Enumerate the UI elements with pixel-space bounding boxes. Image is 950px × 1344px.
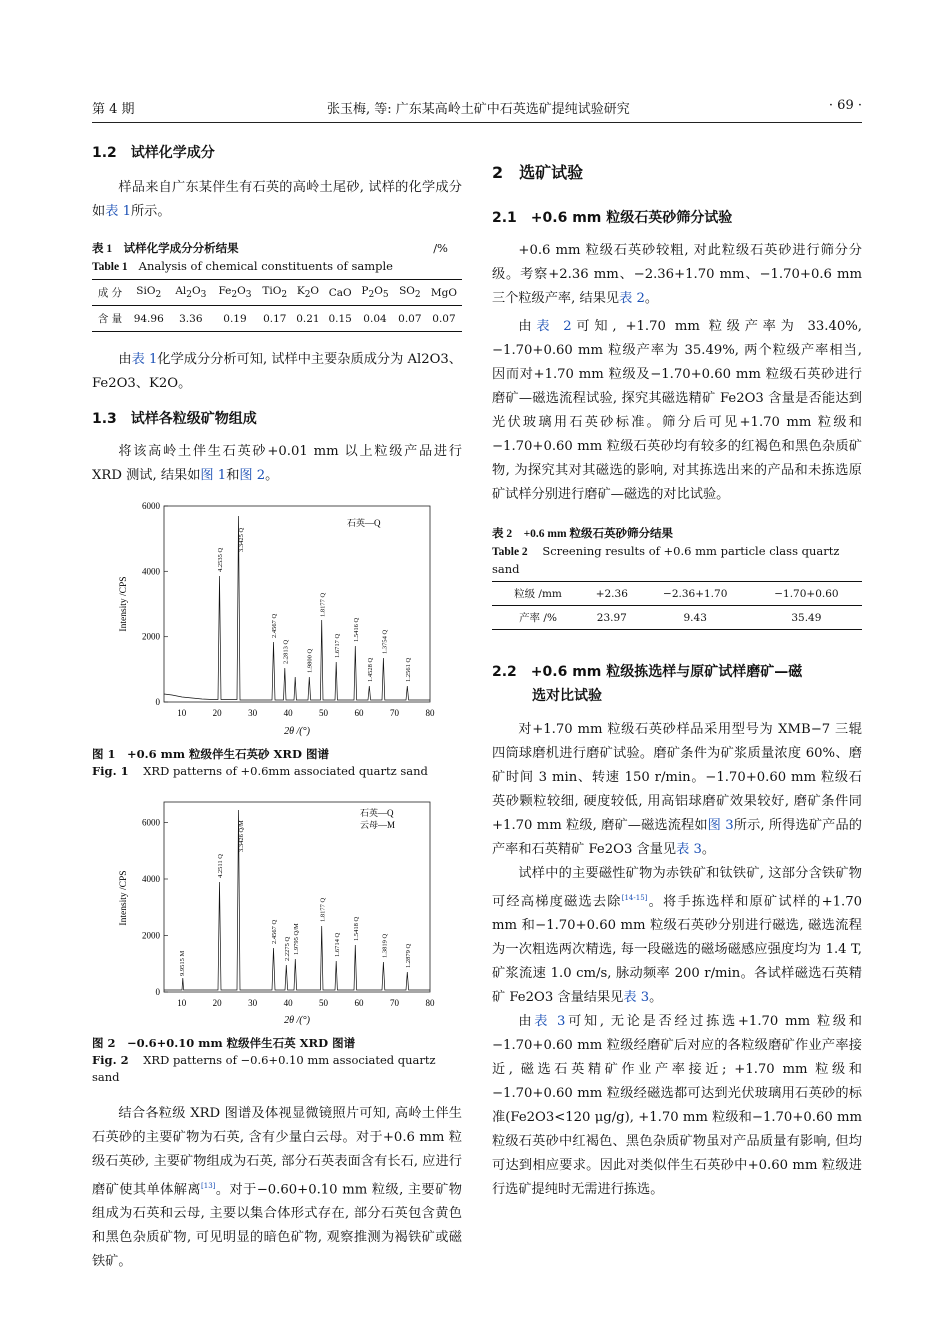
figure-2-xrd-trace [164,810,430,990]
figure-2-x-tick-label: 50 [319,998,328,1008]
section-heading-1-2: 1.2 试样化学成分 [92,145,215,161]
figure-2-x-tick-label: 80 [425,998,435,1008]
figure-1-peak-label: 1.5416 Q [353,617,360,642]
figure-1-peak-label: 1.4528 Q [367,657,374,682]
ref-table-2[interactable]: 表 2 [536,319,572,334]
figure-1-y-tick-label: 4000 [142,566,160,577]
table-2 [492,525,862,630]
para-xrd-discussion: 结合各粒级 XRD 图谱及体视显微镜照片可知, 高岭土伴生石英砂的主要矿物为石英, 含有少量白云母。对于+0.6 mm 粒级石英砂, 主要矿物组成为石英, 部分石英表面含有长石, 应进行磨矿使其单体解离[13]。对于−0.60+0.10 mm 粒级, 主要矿物组成为石英和云母, 主要以集合体形式存在, 部分石英包含黄色和黑色杂质矿物, 可见明显的暗色矿物, 观察推测为褐铁矿或磁铁矿。 [92,1106,462,1270]
citation-14-15[interactable]: [14-15] [621,894,648,902]
table-1-value-cell: 0.19 [223,312,247,325]
section-heading-2-2: 2.2 +0.6 mm 粒级拣选样与原矿试样磨矿—磁 选对比试验 [492,664,803,704]
table-2-value-cell: 9.43 [683,611,707,624]
figure-2-peak-label: 1.2879 Q [405,943,412,968]
table-1-unit: /% [433,241,448,255]
table-2-caption-en: Table 2 Screening results of +0.6 mm particle class quartz sand [492,544,840,576]
table-1-header-cell: MgO [430,286,458,299]
figure-1-x-ticks [177,708,435,718]
table-1-header-cell: $SO_2$ [399,284,421,301]
para-screening: +0.6 mm 粒级石英砂较粗, 对此粒级石英砂进行筛分分级。考察+2.36 mm、−2.36+1.70 mm、−1.70+0.6 mm 三个粒级产率, 结果见表 2。 [492,243,862,306]
para-conclusion: 由表 3可知, 无论是否经过拣选+1.70 mm 粒级和−1.70+0.60 mm 粒级经磨矿后对应的各粒级磨矿作业产率接近, 磁选石英精矿作业产率接近; +1.70 mm 粒级和−1.70+0.60 mm 粒级经磁选都可达到光伏玻璃用石英砂的标准(Fe2O3<120 μg/g), +1.70 mm 粒级和−1.70+0.60 mm 粒级石英砂中红褐色、黑色杂质矿物虽对产品质量有影响, 但均可达到相应要求。因此对类似伴生石英砂中+0.60 mm 粒级进行选矿提纯时无需进行拣选。 [492,1014,862,1198]
figure-1-peak-label: 2.4567 Q [271,613,278,638]
table-2-header-cell: +2.36 [595,587,628,600]
figure-1-y-axis-label: Intensity /CPS [119,576,129,632]
figure-1-y-tick-label: 6000 [142,501,160,511]
table-1-header-cell: SiO$_2$ [136,284,162,301]
figure-1-x-tick-label: 40 [283,708,293,718]
figure-2-caption-cn: 图 2 −0.6+0.10 mm 粒级伴生石英 XRD 图谱 [92,1036,356,1050]
ref-table-3[interactable]: 表 3 [534,1014,566,1030]
figure-2-caption-en: Fig. 2 XRD patterns of −0.6+0.10 mm associated quartz sand [92,1053,436,1084]
figure-1-caption-cn: 图 1 +0.6 mm 粒级伴生石英砂 XRD 图谱 [92,747,329,761]
figure-1-x-tick-label: 10 [177,708,187,718]
figure-1-x-tick-label: 80 [425,708,435,718]
figure-1-x-axis-label: 2θ /(°) [284,726,310,737]
figure-1-legend: 石英—Q [347,518,381,528]
figure-2-peak-label: 9.9515 M [179,950,186,976]
figure-2-x-tick-label: 60 [354,998,364,1008]
left-column [92,136,462,1274]
table-1-value-cell: 0.04 [363,312,387,325]
figure-1-y-tick-label: 2000 [142,631,160,642]
figure-2-peak-label: 3.3426 Q/M [238,820,245,852]
figure-1-y-tick-label: 0 [155,697,160,707]
table-2-caption-cn: 表 2 +0.6 mm 粒级石英砂筛分结果 [492,528,673,540]
issue-number: 第 4 期 [92,102,135,117]
para-xrd-intro: 将该高岭土伴生石英砂+0.01 mm 以上粒级产品进行 XRD 测试, 结果如图 1和图 2。 [92,444,462,483]
figure-1-peak-label: 2.2813 Q [282,639,290,664]
para-screening-results: 由表 2可知, +1.70 mm 粒级产率为 33.40%, −1.70+0.60 mm 粒级产率为 35.49%, 两个粒级产率相当, 因而对+1.70 mm 粒级及−1.70+0.60 mm 粒级石英砂进行磨矿—磁选流程试验, 探究其磁选精矿 Fe2O3 含量是否能达到光伏玻璃用石英砂标准。筛分后可见+1.70 mm 粒级和−1.70+0.60 mm 粒级石英砂均有较多的红褐色和黑色杂质矿物, 为探究其对其磁选的影响, 对其拣选出来的产品和未拣选原矿试样分别进行磨矿—磁选的对比试验。 [492,319,863,502]
table-1-value-cell: 0.07 [398,312,422,325]
table-1-row-label: 含 量 [97,313,123,325]
figure-1-x-tick-label: 20 [212,708,222,718]
page-header [92,98,862,118]
para-magnetic-separation: 试样中的主要磁性矿物为赤铁矿和钛铁矿, 这部分含铁矿物可经高梯度磁选去除[14-15]。将手拣选样和原矿试样的+1.70 mm 和−1.70+0.60 mm 粒级石英砂分别进行磁选, 磁选流程为一次粗选两次精选, 每一段磁选的磁场磁感应强度均为 1.4 T, 矿浆流速 1.0 cm/s, 脉动频率 200 r/min。各试样磁选石英精矿 Fe2O3 含量结果见表 3。 [492,866,862,1006]
figure-1-peak-labels [217,528,412,683]
figure-1-frame [164,506,430,702]
section-heading-1-3: 1.3 试样各粒级矿物组成 [92,411,257,427]
table-1-row-label: 成 分 [97,287,123,299]
figure-2-peak-label: 1.3819 Q [381,933,389,958]
table-1-caption-cn: 表 1 试样化学成分分析结果 /% [92,241,448,255]
figure-1-peak-label: 4.2535 Q [217,547,224,572]
table-2-row-label: 产率 /% [519,612,557,624]
para-sample-source: 样品来自广东某伴生有石英的高岭土尾砂, 试样的化学成分如表 1所示。 [92,180,462,219]
table-1-value-cell: 0.15 [328,312,352,325]
right-column [492,136,862,1202]
ref-table-1[interactable]: 表 1 [131,352,158,367]
ref-table-3[interactable]: 表 3 [623,990,650,1006]
section-heading-2-1: 2.1 +0.6 mm 粒级石英砂筛分试验 [492,210,733,226]
figure-2-y-tick-label: 6000 [142,817,160,828]
table-1-header-cell: $P_2O_5$ [361,284,389,301]
figure-2-y-tick-label: 4000 [142,874,160,884]
figure-2-peak-label: 1.8177 Q [319,897,327,922]
section-heading-2: 2 选矿试验 [492,163,584,182]
figure-2-peak-label: 1.6714 Q [334,932,341,957]
table-2-header-cell: −1.70+0.60 [774,587,839,600]
figure-2-legend-mica: 云母—M [360,820,396,830]
table-1-value-cell: 0.21 [296,312,320,325]
table-1-header-cell: $K_2O$ [296,284,320,301]
figure-2-x-tick-label: 30 [248,998,258,1008]
figure-1-x-tick-label: 50 [319,708,328,718]
para-impurities: 由表 1化学成分分析可知, 试样中主要杂质成分为 Al2O3、Fe2O3、K2O。 [92,352,462,391]
table-1-value-cell: 0.07 [432,312,456,325]
figure-2-y-axis-label: Intensity /CPS [119,870,129,926]
figure-1-peak-label: 1.8177 Q [319,592,327,617]
figure-1-caption-en: Fig. 1 XRD patterns of +0.6mm associated quartz sand [92,764,428,778]
table-2-value-cell: 23.97 [596,611,627,624]
figure-1-peak-label: 1.6717 Q [334,633,341,658]
figure-2-x-tick-label: 20 [212,998,222,1008]
table-2-grid [492,581,862,630]
figure-1-x-tick-label: 60 [354,708,364,718]
table-1-caption-en: Table 1 Analysis of chemical constituents of sample [92,259,393,273]
figure-2-x-tick-label: 10 [177,998,187,1008]
para-grinding: 对+1.70 mm 粒级石英砂样品采用型号为 XMB−7 三辊四筒球磨机进行磨矿试验。磨矿条件为矿浆质量浓度 60%、磨矿时间 3 min、转速 150 r/min。−1.70+0.60 mm 粒级石英砂颗粒较细, 硬度较低, 用高铝球磨矿效果较好, 磨矿条件同+1.70 mm 粒级, 磨矿—磁选流程如图 3所示, 所得选矿产品的产率和石英精矿 Fe2O3 含量见表 3。 [492,722,862,857]
figure-1-xrd-trace [164,516,430,700]
figure-2-peak-label: 1.5418 Q [353,916,360,941]
ref-figure-1[interactable]: 图 1 [200,468,227,483]
figure-2-legend-quartz: 石英—Q [360,808,394,818]
figure-1-caption [92,746,462,780]
ref-figure-2[interactable]: 图 2 [239,468,266,483]
table-1-value-cell: 0.17 [263,312,287,325]
ref-table-1[interactable]: 表 1 [105,204,131,219]
table-2-header-cell: −2.36+1.70 [663,587,728,600]
figure-2-peak-label: 1.9795 Q/M [293,923,300,955]
figure-2-x-tick-label: 70 [390,998,399,1008]
table-1-value-cell: 94.96 [133,312,164,325]
figure-2-y-tick-label: 2000 [142,930,160,941]
running-title: 张玉梅, 等: 广东某高岭土矿中石英选矿提纯试验研究 [327,102,630,117]
figure-1-x-tick-label: 30 [248,708,258,718]
figure-2-frame [164,802,430,992]
figure-1-peak-label: 1.2561 Q [405,657,412,682]
table-2-row-label: 粒级 /mm [514,588,562,600]
ref-figure-3[interactable]: 图 3 [707,818,734,833]
page-number: · 69 · [828,98,862,113]
figure-1-peak-label: 1.3754 Q [381,629,389,654]
figure-1-peak-label: 1.9800 Q [306,648,314,673]
figure-1-x-tick-label: 70 [390,708,399,718]
table-1-header-cell: $Fe_2O_3$ [218,284,252,301]
figure-1-peak-label: 3.3425 Q [238,527,245,552]
figure-2-peak-label: 4.2511 Q [217,854,224,878]
table-1-header-cell: CaO [328,286,352,299]
table-1-header-cell: $Al_2O_3$ [175,284,207,301]
figure-2-x-ticks [177,998,435,1008]
ref-table-3[interactable]: 表 3 [676,842,702,857]
figure-1-xrd-chart [92,496,462,746]
table-2-value-cell: 35.49 [791,611,822,624]
figure-2-peak-label: 2.4567 Q [271,919,278,944]
citation-13[interactable]: [13] [201,1182,216,1190]
figure-2-peak-labels [179,820,412,976]
table-1 [92,240,462,332]
ref-table-2[interactable]: 表 2 [619,291,645,306]
figure-2-peak-label: 2.2275 Q [284,936,291,961]
header-rule [92,122,862,123]
table-1-grid [92,279,462,332]
figure-2-xrd-chart [92,790,462,1035]
table-1-header-cell: TiO$_2$ [262,284,288,301]
figure-2-caption [92,1035,462,1086]
figure-2-y-tick-label: 0 [155,987,160,997]
figure-2-x-tick-label: 40 [283,998,293,1008]
table-1-value-cell: 3.36 [179,312,203,325]
figure-2-x-axis-label: 2θ /(°) [284,1015,310,1026]
